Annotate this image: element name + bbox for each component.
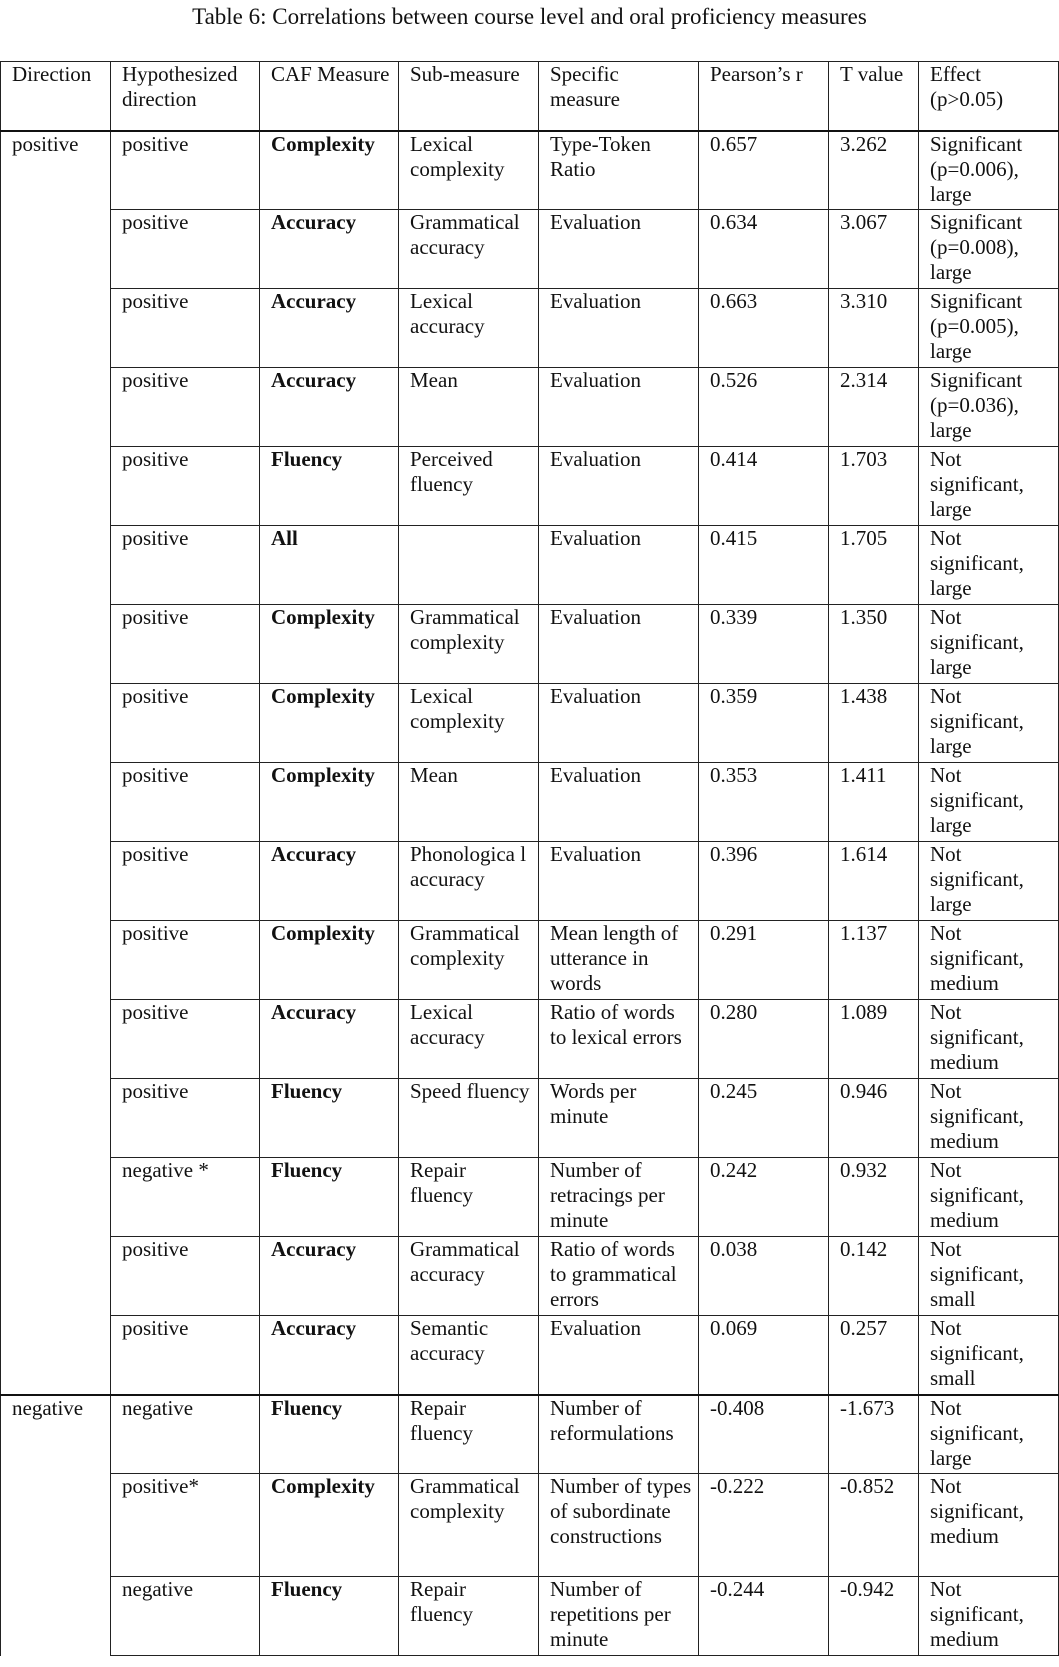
specific-measure-cell: Ratio of words to lexical errors — [539, 1000, 699, 1079]
caf-measure-cell: Accuracy — [260, 210, 399, 289]
effect-cell: Significant (p=0.005), large — [919, 289, 1059, 368]
specific-measure-cell: Number of reformulations — [539, 1395, 699, 1474]
t-value-cell: 0.142 — [829, 1237, 919, 1316]
sub-measure-cell: Semantic accuracy — [399, 1316, 539, 1395]
t-value-cell: -1.673 — [829, 1395, 919, 1474]
sub-measure-cell: Grammatical complexity — [399, 605, 539, 684]
t-value-cell: 3.262 — [829, 131, 919, 210]
specific-measure-cell: Evaluation — [539, 684, 699, 763]
pearsons-r-cell: 0.359 — [699, 684, 829, 763]
caf-measure-cell: Complexity — [260, 1474, 399, 1577]
header-direction: Direction — [1, 62, 111, 131]
sub-measure-cell: Phonologica l accuracy — [399, 842, 539, 921]
header-t-value: T value — [829, 62, 919, 131]
t-value-cell: 1.703 — [829, 447, 919, 526]
pearsons-r-cell: 0.280 — [699, 1000, 829, 1079]
specific-measure-cell: Words per minute — [539, 1079, 699, 1158]
hypothesized-direction-cell: positive — [111, 210, 260, 289]
sub-measure-cell: Speed fluency — [399, 1079, 539, 1158]
specific-measure-cell: Evaluation — [539, 526, 699, 605]
table-caption: Table 6: Correlations between course level and oral proficiency measures — [192, 4, 867, 29]
caf-measure-cell: Fluency — [260, 1577, 399, 1656]
hypothesized-direction-cell: positive — [111, 526, 260, 605]
pearsons-r-cell: 0.245 — [699, 1079, 829, 1158]
effect-cell: Significant (p=0.036), large — [919, 368, 1059, 447]
table-row — [1, 1000, 1059, 1079]
sub-measure-cell: Lexical complexity — [399, 131, 539, 210]
sub-measure-cell: Perceived fluency — [399, 447, 539, 526]
caf-measure-cell: Accuracy — [260, 368, 399, 447]
specific-measure-cell: Evaluation — [539, 605, 699, 684]
table-body — [1, 131, 1059, 1656]
sub-measure-cell: Repair fluency — [399, 1395, 539, 1474]
hypothesized-direction-cell: positive — [111, 842, 260, 921]
t-value-cell: 1.089 — [829, 1000, 919, 1079]
caf-measure-cell: Accuracy — [260, 1237, 399, 1316]
hypothesized-direction-cell: positive — [111, 605, 260, 684]
caf-measure-cell: Accuracy — [260, 1316, 399, 1395]
table-row — [1, 1237, 1059, 1316]
pearsons-r-cell: 0.242 — [699, 1158, 829, 1237]
header-caf-measure: CAF Measure — [260, 62, 399, 131]
correlations-table — [0, 61, 1059, 1656]
table-row — [1, 210, 1059, 289]
table-row — [1, 842, 1059, 921]
table-row — [1, 131, 1059, 210]
sub-measure-cell: Lexical accuracy — [399, 1000, 539, 1079]
table-row — [1, 763, 1059, 842]
effect-cell: Not significant, medium — [919, 921, 1059, 1000]
sub-measure-cell: Grammatical complexity — [399, 921, 539, 1000]
hypothesized-direction-cell: positive — [111, 1237, 260, 1316]
table-row — [1, 447, 1059, 526]
hypothesized-direction-cell: positive — [111, 763, 260, 842]
t-value-cell: 1.438 — [829, 684, 919, 763]
specific-measure-cell: Evaluation — [539, 368, 699, 447]
t-value-cell: 0.257 — [829, 1316, 919, 1395]
caf-measure-cell: Fluency — [260, 1395, 399, 1474]
header-hypothesized-direction: Hypothesized direction — [111, 62, 260, 131]
effect-cell: Not significant, medium — [919, 1158, 1059, 1237]
direction-cell: positive — [1, 131, 111, 1395]
specific-measure-cell: Ratio of words to grammatical errors — [539, 1237, 699, 1316]
t-value-cell: 2.314 — [829, 368, 919, 447]
effect-cell: Not significant, small — [919, 1316, 1059, 1395]
caf-measure-cell: Complexity — [260, 684, 399, 763]
specific-measure-cell: Type-Token Ratio — [539, 131, 699, 210]
effect-cell: Not significant, large — [919, 1395, 1059, 1474]
hypothesized-direction-cell: positive — [111, 684, 260, 763]
t-value-cell: 1.614 — [829, 842, 919, 921]
table-row — [1, 526, 1059, 605]
header-sub-measure: Sub-measure — [399, 62, 539, 131]
t-value-cell: 1.411 — [829, 763, 919, 842]
t-value-cell: 0.932 — [829, 1158, 919, 1237]
effect-cell: Significant (p=0.008), large — [919, 210, 1059, 289]
hypothesized-direction-cell: positive — [111, 447, 260, 526]
pearsons-r-cell: 0.415 — [699, 526, 829, 605]
effect-cell: Not significant, large — [919, 447, 1059, 526]
caf-measure-cell: Complexity — [260, 763, 399, 842]
table-row — [1, 1395, 1059, 1474]
hypothesized-direction-cell: positive — [111, 368, 260, 447]
effect-cell: Not significant, large — [919, 842, 1059, 921]
table-row — [1, 1158, 1059, 1237]
header-pearsons-r: Pearson’s r — [699, 62, 829, 131]
t-value-cell: 1.705 — [829, 526, 919, 605]
caf-measure-cell: Complexity — [260, 605, 399, 684]
t-value-cell: 0.946 — [829, 1079, 919, 1158]
sub-measure-cell: Repair fluency — [399, 1577, 539, 1656]
pearsons-r-cell: -0.222 — [699, 1474, 829, 1577]
table-row — [1, 1079, 1059, 1158]
caf-measure-cell: Accuracy — [260, 842, 399, 921]
pearsons-r-cell: 0.339 — [699, 605, 829, 684]
effect-cell: Not significant, large — [919, 684, 1059, 763]
caf-measure-cell: All — [260, 526, 399, 605]
sub-measure-cell: Repair fluency — [399, 1158, 539, 1237]
hypothesized-direction-cell: negative * — [111, 1158, 260, 1237]
effect-cell: Not significant, large — [919, 763, 1059, 842]
sub-measure-cell: Lexical complexity — [399, 684, 539, 763]
specific-measure-cell: Evaluation — [539, 842, 699, 921]
hypothesized-direction-cell: positive — [111, 921, 260, 1000]
t-value-cell: 3.310 — [829, 289, 919, 368]
effect-cell: Significant (p=0.006), large — [919, 131, 1059, 210]
table-row — [1, 1316, 1059, 1395]
table-row — [1, 605, 1059, 684]
header-specific-measure: Specific measure — [539, 62, 699, 131]
hypothesized-direction-cell: positive — [111, 1079, 260, 1158]
table-row — [1, 921, 1059, 1000]
caf-measure-cell: Fluency — [260, 447, 399, 526]
caf-measure-cell: Accuracy — [260, 1000, 399, 1079]
specific-measure-cell: Evaluation — [539, 210, 699, 289]
pearsons-r-cell: 0.069 — [699, 1316, 829, 1395]
pearsons-r-cell: 0.526 — [699, 368, 829, 447]
specific-measure-cell: Mean length of utterance in words — [539, 921, 699, 1000]
t-value-cell: 3.067 — [829, 210, 919, 289]
table-row — [1, 1474, 1059, 1577]
pearsons-r-cell: 0.657 — [699, 131, 829, 210]
t-value-cell: 1.350 — [829, 605, 919, 684]
sub-measure-cell: Grammatical accuracy — [399, 1237, 539, 1316]
sub-measure-cell — [399, 526, 539, 605]
specific-measure-cell: Evaluation — [539, 289, 699, 368]
table-row — [1, 289, 1059, 368]
sub-measure-cell: Lexical accuracy — [399, 289, 539, 368]
specific-measure-cell: Evaluation — [539, 763, 699, 842]
effect-cell: Not significant, large — [919, 605, 1059, 684]
t-value-cell: -0.942 — [829, 1577, 919, 1656]
effect-cell: Not significant, medium — [919, 1577, 1059, 1656]
pearsons-r-cell: 0.663 — [699, 289, 829, 368]
pearsons-r-cell: -0.244 — [699, 1577, 829, 1656]
pearsons-r-cell: 0.396 — [699, 842, 829, 921]
hypothesized-direction-cell: positive — [111, 289, 260, 368]
caf-measure-cell: Complexity — [260, 131, 399, 210]
header-row — [1, 62, 1059, 131]
hypothesized-direction-cell: negative — [111, 1577, 260, 1656]
header-effect: Effect (p>0.05) — [919, 62, 1059, 131]
caf-measure-cell: Fluency — [260, 1158, 399, 1237]
hypothesized-direction-cell: positive — [111, 1000, 260, 1079]
hypothesized-direction-cell: positive — [111, 1316, 260, 1395]
sub-measure-cell: Grammatical accuracy — [399, 210, 539, 289]
sub-measure-cell: Mean — [399, 368, 539, 447]
caf-measure-cell: Accuracy — [260, 289, 399, 368]
table-row — [1, 684, 1059, 763]
sub-measure-cell: Grammatical complexity — [399, 1474, 539, 1577]
specific-measure-cell: Number of types of subordinate constructions — [539, 1474, 699, 1577]
specific-measure-cell: Number of repetitions per minute — [539, 1577, 699, 1656]
pearsons-r-cell: 0.291 — [699, 921, 829, 1000]
effect-cell: Not significant, small — [919, 1237, 1059, 1316]
hypothesized-direction-cell: negative — [111, 1395, 260, 1474]
specific-measure-cell: Evaluation — [539, 1316, 699, 1395]
specific-measure-cell: Number of retracings per minute — [539, 1158, 699, 1237]
caf-measure-cell: Fluency — [260, 1079, 399, 1158]
pearsons-r-cell: 0.634 — [699, 210, 829, 289]
effect-cell: Not significant, medium — [919, 1079, 1059, 1158]
caf-measure-cell: Complexity — [260, 921, 399, 1000]
t-value-cell: 1.137 — [829, 921, 919, 1000]
hypothesized-direction-cell: positive — [111, 131, 260, 210]
sub-measure-cell: Mean — [399, 763, 539, 842]
pearsons-r-cell: 0.414 — [699, 447, 829, 526]
specific-measure-cell: Evaluation — [539, 447, 699, 526]
table-row — [1, 1577, 1059, 1656]
table-row — [1, 368, 1059, 447]
pearsons-r-cell: 0.038 — [699, 1237, 829, 1316]
effect-cell: Not significant, medium — [919, 1474, 1059, 1577]
effect-cell: Not significant, medium — [919, 1000, 1059, 1079]
pearsons-r-cell: 0.353 — [699, 763, 829, 842]
pearsons-r-cell: -0.408 — [699, 1395, 829, 1474]
t-value-cell: -0.852 — [829, 1474, 919, 1577]
direction-cell: negative — [1, 1395, 111, 1656]
effect-cell: Not significant, large — [919, 526, 1059, 605]
hypothesized-direction-cell: positive* — [111, 1474, 260, 1577]
